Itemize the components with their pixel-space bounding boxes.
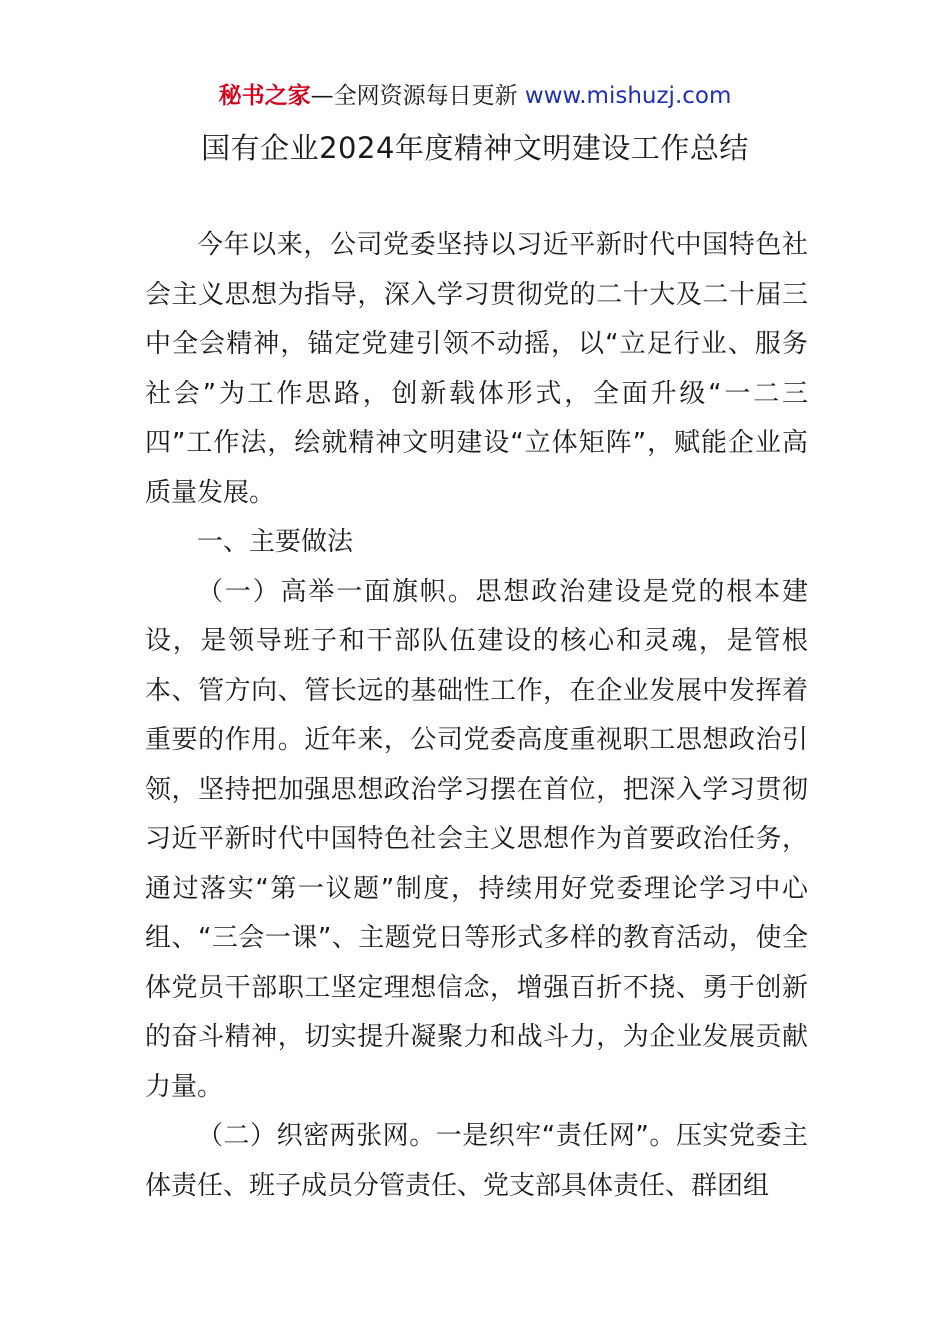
document-body	[145, 221, 808, 1211]
document-title: 国有企业2024年度精神文明建设工作总结	[201, 131, 749, 165]
site-link[interactable]: www.mishuzj.com	[524, 83, 732, 109]
section-heading: 一、主要做法	[197, 527, 354, 557]
body-paragraph: （二）织密两张网。一是织牢“责任网”。压实党委主体责任、班子成员分管责任、党支部具体责任、群团组	[145, 1121, 808, 1201]
intro-paragraph: 今年以来，公司党委坚持以习近平新时代中国特色社会主义思想为指导，深入学习贯彻党的二十大及二十届三中全会精神，锚定党建引领不动摇，以“立足行业、服务社会”为工作思路，创新载体形式，全面升级“一二三四”工作法，绘就精神文明建设“立体矩阵”，赋能企业高质量发展。	[145, 230, 808, 508]
body-paragraph: （一）高举一面旗帜。思想政治建设是党的根本建设，是领导班子和干部队伍建设的核心和灵魂，是管根本、管方向、管长远的基础性工作，在企业发展中发挥着重要的作用。近年来，公司党委高度重视职工思想政治引领，坚持把加强思想政治学习摆在首位，把深入学习贯彻习近平新时代中国特色社会主义思想作为首要政治任务，通过落实“第一议题”制度，持续用好党委理论学习中心组、“三会一课”、主题党日等形式多样的教育活动，使全体党员干部职工坚定理想信念，增强百折不挠、勇于创新的奋斗精神，切实提升凝聚力和战斗力，为企业发展贡献力量。	[145, 576, 808, 1102]
header-tagline: —全网资源每日更新	[310, 83, 525, 109]
brand-name: 秘书之家	[218, 83, 311, 109]
site-header	[0, 80, 950, 112]
